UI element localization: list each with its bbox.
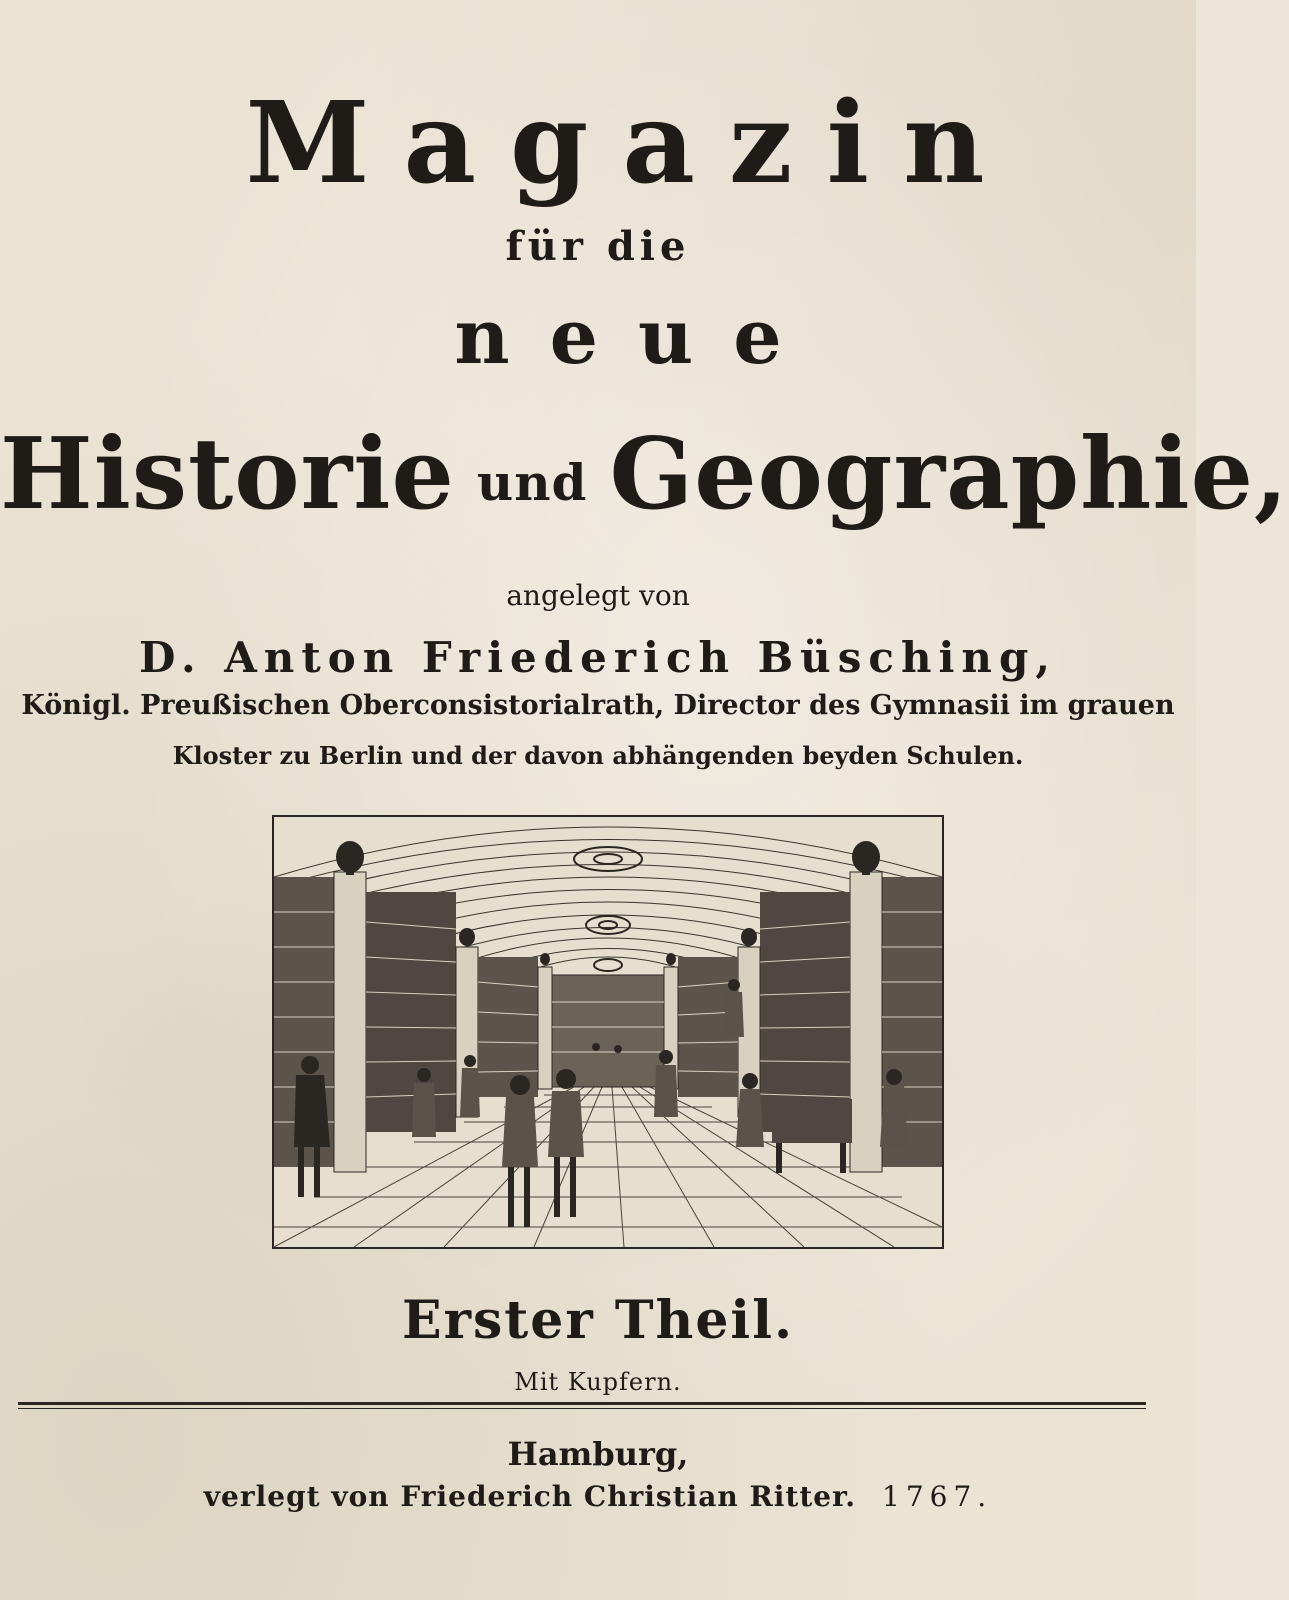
word-und: und — [476, 452, 588, 512]
library-engraving — [272, 815, 944, 1249]
part-label: Erster Theil. — [401, 1290, 795, 1351]
subtitle-fuer-die: für die — [505, 223, 691, 270]
imprint-publisher: verlegt von Friederich Christian Ritter. — [203, 1480, 857, 1513]
imprint-place: Hamburg, — [507, 1435, 689, 1473]
imprint-rule — [18, 1402, 1146, 1405]
author-name: D. Anton Friederich Büsching, — [139, 633, 1057, 682]
angelegt-von: angelegt von — [506, 579, 690, 612]
word-geographie: Geographie, — [609, 417, 1289, 532]
imprint-rule-thin — [18, 1408, 1146, 1409]
author-office-line-2: Kloster zu Berlin und der davon abhängenden beyden Schulen. — [172, 741, 1024, 770]
subtitle-historie-geographie — [0, 410, 1289, 548]
imprint-publisher-line — [0, 1478, 1196, 1516]
subtitle-neue: neue — [454, 292, 822, 381]
word-historie: Historie — [0, 417, 455, 532]
book-title: Magazin — [245, 78, 1019, 209]
imprint-year: 1767. — [882, 1480, 993, 1513]
author-office-line-1: Königl. Preußischen Oberconsistorialrath, Director des Gymnasii im grauen — [21, 690, 1175, 721]
with-plates-note: Mit Kupfern. — [514, 1368, 682, 1396]
